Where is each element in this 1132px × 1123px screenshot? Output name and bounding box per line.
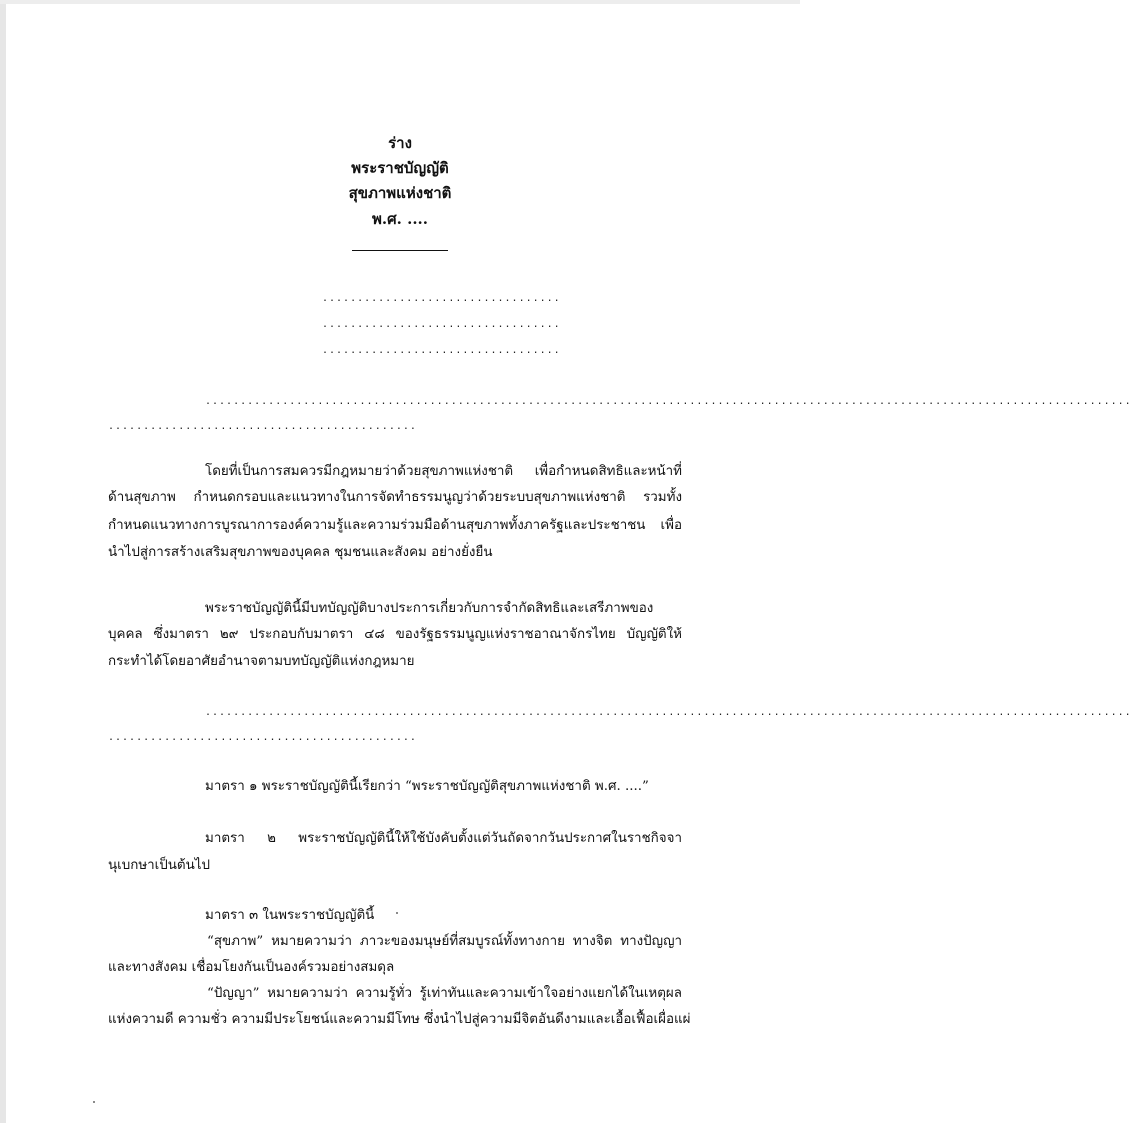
dotted-line-1: .................................. bbox=[322, 293, 561, 304]
draft-label: ร่าง bbox=[388, 134, 412, 152]
section-3-title: มาตรา ๓ ในพระราชบัญญัตินี้ bbox=[205, 908, 375, 923]
definition-health-line: และทางสังคม เชื่อมโยงกันเป็นองค์รวมอย่างสมดุล bbox=[108, 960, 395, 975]
section-1: มาตรา ๑ พระราชบัญญัตินี้เรียกว่า “พระราชบัญญัติสุขภาพแห่งชาติ พ.ศ. ....” bbox=[205, 779, 649, 794]
scan-speck bbox=[93, 1101, 95, 1103]
section-2-line: นุเบกษาเป็นต้นไป bbox=[108, 858, 210, 873]
scan-speck bbox=[396, 912, 398, 914]
act-type: พระราชบัญญัติ bbox=[351, 159, 449, 177]
rights-clause-line: กระทำได้โดยอาศัยอำนาจตามบทบัญญัติแห่งกฎหมาย bbox=[108, 654, 415, 669]
preamble-line: โดยที่เป็นการสมควรมีกฎหมายว่าด้วยสุขภาพแห่งชาติ เพื่อกำหนดสิทธิและหน้าที่ bbox=[205, 464, 682, 479]
preamble-line: นำไปสู่การสร้างเสริมสุขภาพของบุคคล ชุมชนและสังคม อย่างยั่งยืน bbox=[108, 545, 493, 560]
rights-clause-line: พระราชบัญญัตินี้มีบทบัญญัติบางประการเกี่ยวกับการจำกัดสิทธิและเสรีภาพของ bbox=[205, 601, 654, 616]
scan-edge-top bbox=[0, 0, 800, 4]
dotted-line-6: .................................................................................................................................... bbox=[205, 707, 1132, 718]
definition-wisdom-line: แห่งความดี ความชั่ว ความมีประโยชน์และความมีโทษ ซึ่งนำไปสู่ความมีจิตอันดีงามและเอื้อเฟื้อเผื่อแผ่ bbox=[108, 1012, 691, 1027]
dotted-line-7: ............................................ bbox=[108, 732, 417, 743]
definition-wisdom-line: “ปัญญา” หมายความว่า ความรู้ทั่ว รู้เท่าทันและความเข้าใจอย่างแยกได้ในเหตุผล bbox=[207, 986, 682, 1001]
section-2-line: มาตรา ๒ พระราชบัญญัตินี้ให้ใช้บังคับตั้งแต่วันถัดจากวันประกาศในราชกิจจา bbox=[205, 831, 682, 846]
title-underline bbox=[352, 250, 448, 251]
act-name: สุขภาพแห่งชาติ bbox=[348, 184, 452, 202]
scan-edge-left bbox=[0, 0, 6, 1123]
dotted-line-3: .................................. bbox=[322, 345, 561, 356]
dotted-line-4: .................................................................................................................................... bbox=[205, 396, 1132, 407]
preamble-line: กำหนดแนวทางการบูรณาการองค์ความรู้และความร่วมมือด้านสุขภาพทั้งภาครัฐและประชาชน เพื่อ bbox=[108, 518, 682, 533]
preamble-line: ด้านสุขภาพ กำหนดกรอบและแนวทางในการจัดทำธรรมนูญว่าด้วยระบบสุขภาพแห่งชาติ รวมทั้ง bbox=[108, 490, 682, 505]
rights-clause-line: บุคคล ซึ่งมาตรา ๒๙ ประกอบกับมาตรา ๔๘ ของรัฐธรรมนูญแห่งราชอาณาจักรไทย บัญญัติให้ bbox=[108, 627, 682, 642]
dotted-line-5: ............................................ bbox=[108, 421, 417, 432]
dotted-line-2: .................................. bbox=[322, 319, 561, 330]
definition-health-line: “สุขภาพ” หมายความว่า ภาวะของมนุษย์ที่สมบูรณ์ทั้งทางกาย ทางจิต ทางปัญญา bbox=[207, 934, 682, 949]
act-year: พ.ศ. .... bbox=[372, 210, 428, 228]
